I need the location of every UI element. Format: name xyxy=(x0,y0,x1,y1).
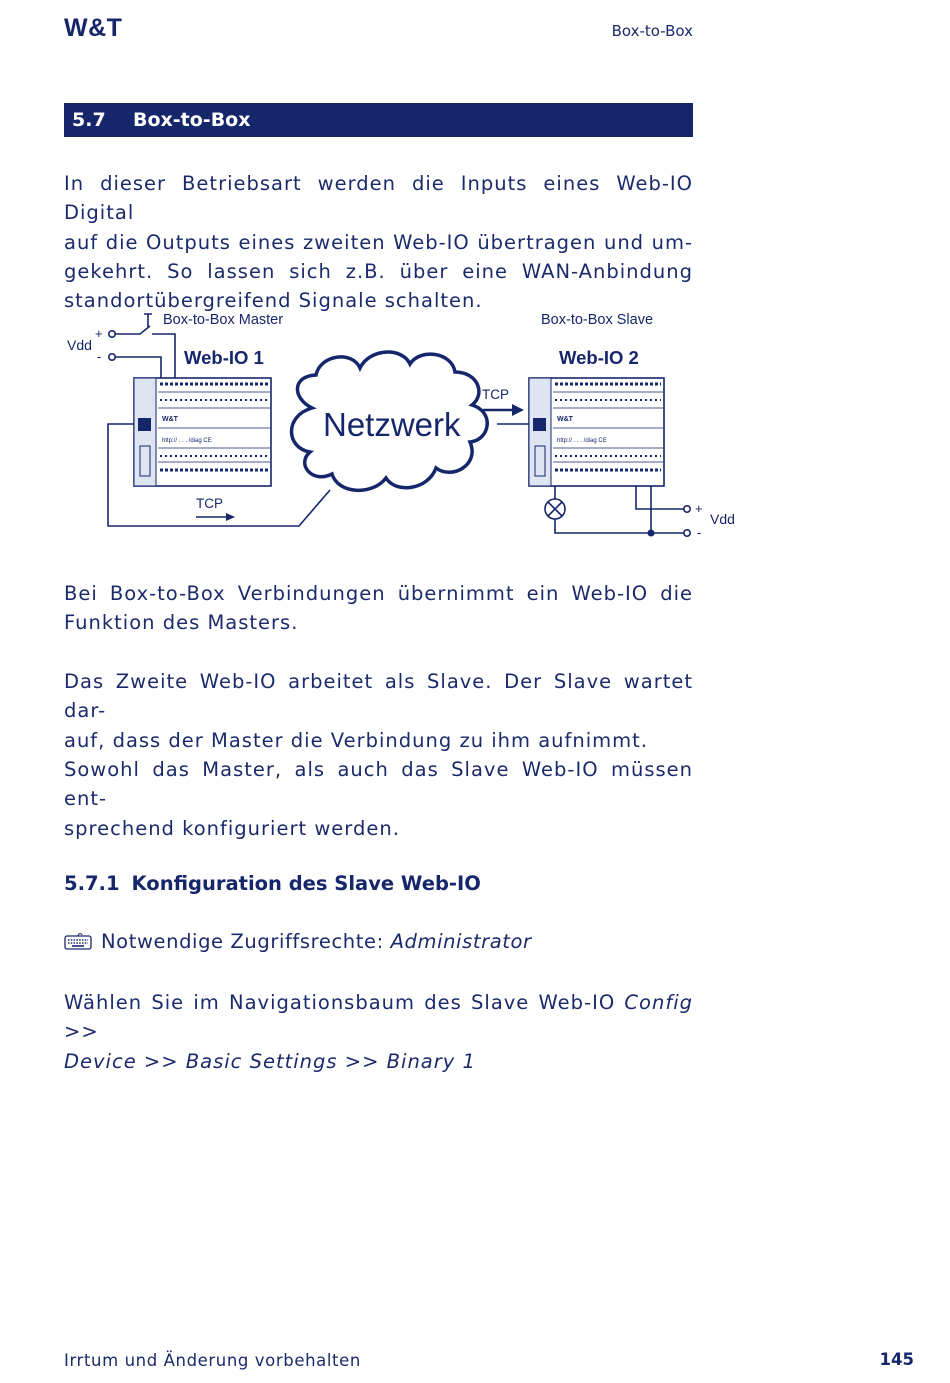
footer-note: Irrtum und Änderung vorbehalten xyxy=(64,1351,361,1370)
navigation-path-start: Config >> xyxy=(64,991,693,1044)
text-line: Funktion des Masters. xyxy=(64,611,299,635)
web-io-2-device xyxy=(529,378,664,486)
section-title: Box-to-Box xyxy=(133,109,251,131)
brand-logo: W&T xyxy=(64,14,123,42)
vdd-label-master: Vdd xyxy=(67,337,92,353)
paragraph-config xyxy=(64,755,693,843)
plus-label-slave: + xyxy=(695,501,703,516)
text-line: Das Zweite Web-IO arbeitet als Slave. Der Slave wartet dar- xyxy=(64,670,693,723)
paragraph-master xyxy=(64,579,693,638)
master-label: Box-to-Box Master xyxy=(163,312,284,328)
text-line xyxy=(64,988,693,1047)
text-line: Bei Box-to-Box Verbindungen übernimmt ein Web-IO die xyxy=(64,582,693,605)
text-line: Sowohl das Master, als auch das Slave Web-IO müssen ent- xyxy=(64,758,693,811)
minus-label-slave: - xyxy=(697,525,702,540)
section-heading xyxy=(64,103,693,137)
text-line: In dieser Betriebsart werden die Inputs eines Web-IO Digital xyxy=(64,172,693,225)
box-to-box-diagram xyxy=(0,300,950,550)
subsection-title: Konfiguration des Slave Web-IO xyxy=(131,872,481,895)
tcp-label-lower: TCP xyxy=(196,496,223,511)
access-rights-value: Administrator xyxy=(390,930,532,953)
tcp-label-upper: TCP xyxy=(482,387,509,402)
text-line: sprechend konfiguriert werden. xyxy=(64,816,400,840)
svg-text:http:// . . . /diag CE: http:// . . . /diag CE xyxy=(162,438,212,444)
subsection-heading xyxy=(64,872,481,895)
device2-label: Web-IO 2 xyxy=(559,347,639,368)
subsection-number: 5.7.1 xyxy=(64,872,120,895)
text-line xyxy=(64,1047,693,1076)
device1-label: Web-IO 1 xyxy=(184,347,264,368)
navigation-paragraph xyxy=(64,988,693,1076)
text-line: gekehrt. So lassen sich z.B. über eine WAN-Anbindung xyxy=(64,259,693,283)
section-number: 5.7 xyxy=(72,109,106,131)
text-line: auf die Outputs eines zweiten Web-IO übertragen und um- xyxy=(64,230,693,254)
svg-text:W&T: W&T xyxy=(162,416,178,423)
plus-label-master: + xyxy=(95,326,103,341)
navigation-prefix: Wählen Sie im Navigationsbaum des Slave Web-IO xyxy=(64,991,616,1014)
access-rights-label: Notwendige Zugriffsrechte: xyxy=(101,930,384,953)
page-number: 145 xyxy=(879,1350,914,1369)
svg-text:http:// . . . /diag CE: http:// . . . /diag CE xyxy=(557,438,607,444)
network-label: Netzwerk xyxy=(323,406,461,443)
access-rights-line xyxy=(64,930,532,953)
text-line: standortübergreifend Signale schalten. xyxy=(64,289,483,313)
paragraph-slave xyxy=(64,667,693,755)
slave-label: Box-to-Box Slave xyxy=(541,312,654,328)
running-head: Box-to-Box xyxy=(611,22,693,40)
text-line: auf, dass der Master die Verbindung zu ihm aufnimmt. xyxy=(64,728,649,752)
intro-paragraph xyxy=(64,169,693,315)
navigation-path-end: Device >> Basic Settings >> Binary 1 xyxy=(64,1049,476,1073)
keyboard-icon xyxy=(64,932,92,950)
vdd-label-slave: Vdd xyxy=(710,511,735,527)
minus-label-master: - xyxy=(97,349,102,364)
web-io-1-device xyxy=(134,378,271,486)
svg-text:W&T: W&T xyxy=(557,416,573,423)
